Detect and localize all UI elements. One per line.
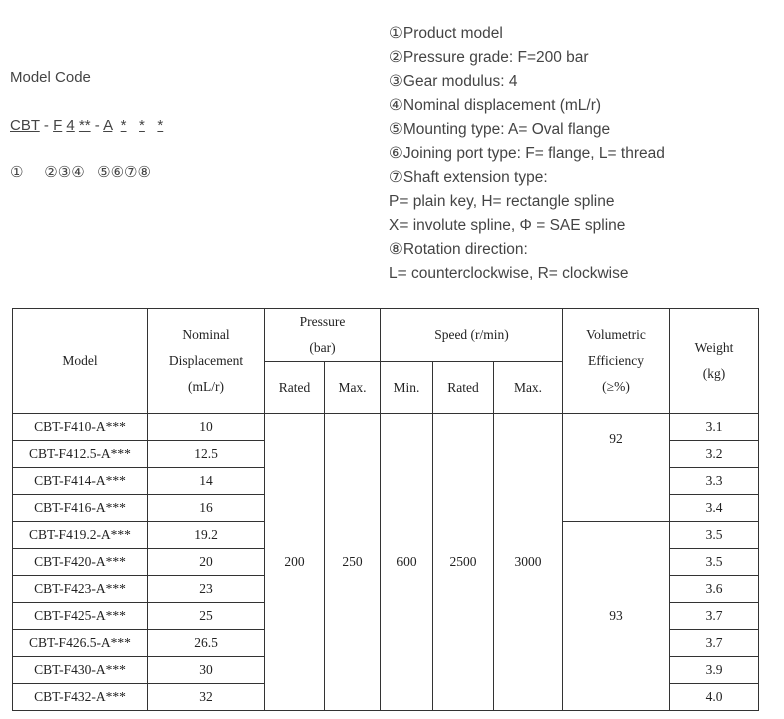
model-code-title: Model Code <box>10 69 91 86</box>
cell-weight: 3.6 <box>670 576 759 603</box>
header-pressure-max: Max. <box>325 362 381 414</box>
header-speed-min: Min. <box>381 362 433 414</box>
cell-displacement: 16 <box>148 495 265 522</box>
header-displacement <box>148 309 265 414</box>
legend-line: ⑦Shaft extension type: <box>389 169 548 186</box>
cell-displacement: 32 <box>148 684 265 711</box>
legend-line: ⑥Joining port type: F= flange, L= thread <box>389 145 665 162</box>
cell-speed-rated: 2500 <box>433 414 494 711</box>
cell-model: CBT-F432-A*** <box>13 684 148 711</box>
cell-displacement: 19.2 <box>148 522 265 549</box>
code-part-rotation: * <box>157 117 164 134</box>
header-displacement-line: Displacement <box>168 353 244 368</box>
cell-model: CBT-F426.5-A*** <box>13 630 148 657</box>
header-model: Model <box>13 309 148 414</box>
code-part-port: * <box>120 117 127 134</box>
model-code-numbers <box>10 163 151 181</box>
cell-weight: 3.5 <box>670 549 759 576</box>
cell-model: CBT-F420-A*** <box>13 549 148 576</box>
cell-weight: 3.4 <box>670 495 759 522</box>
table-row <box>13 414 759 441</box>
legend-line: ⑧Rotation direction: <box>389 241 528 258</box>
cell-weight: 3.7 <box>670 630 759 657</box>
code-part-modulus: 4 <box>66 117 75 134</box>
cell-displacement: 23 <box>148 576 265 603</box>
legend-line: X= involute spline, Φ = SAE spline <box>389 217 626 234</box>
header-efficiency-line: Volumetric <box>586 327 646 342</box>
cell-weight: 3.2 <box>670 441 759 468</box>
legend-line: ②Pressure grade: F=200 bar <box>389 49 589 66</box>
code-number-1: ① <box>10 164 24 181</box>
code-sep: - <box>90 117 104 134</box>
cell-displacement: 20 <box>148 549 265 576</box>
cell-weight: 3.3 <box>670 468 759 495</box>
legend-line: P= plain key, H= rectangle spline <box>389 193 615 210</box>
header-efficiency <box>563 309 670 414</box>
header-speed-rated: Rated <box>433 362 494 414</box>
cell-pressure-rated: 200 <box>265 414 325 711</box>
legend-line: L= counterclockwise, R= clockwise <box>389 265 629 282</box>
legend-line: ③Gear modulus: 4 <box>389 73 518 90</box>
cell-model: CBT-F430-A*** <box>13 657 148 684</box>
code-part-mounting: A <box>103 117 113 134</box>
legend-line: ⑤Mounting type: A= Oval flange <box>389 121 611 138</box>
header-displacement-line: (mL/r) <box>188 379 224 394</box>
cell-model: CBT-F419.2-A*** <box>13 522 148 549</box>
cell-displacement: 30 <box>148 657 265 684</box>
header-pressure-line: (bar) <box>309 340 336 355</box>
code-part-pressure: F <box>53 117 63 134</box>
spec-table <box>12 308 759 711</box>
code-number-5-8: ⑤⑥⑦⑧ <box>97 164 151 181</box>
cell-displacement: 25 <box>148 603 265 630</box>
cell-weight: 3.1 <box>670 414 759 441</box>
code-space <box>112 117 120 134</box>
header-speed: Speed (r/min) <box>381 309 563 362</box>
cell-speed-min: 600 <box>381 414 433 711</box>
header-efficiency-line: Efficiency <box>588 353 644 368</box>
header-weight-line: (kg) <box>702 366 726 381</box>
code-number-2-4: ②③④ <box>44 164 85 181</box>
cell-speed-max: 3000 <box>494 414 563 711</box>
cell-efficiency-group2: 93 <box>563 522 670 711</box>
cell-model: CBT-F412.5-A*** <box>13 441 148 468</box>
code-space <box>145 117 158 134</box>
header-pressure-line: Pressure <box>299 314 346 329</box>
header-pressure-rated: Rated <box>265 362 325 414</box>
legend-line: ①Product model <box>389 25 503 42</box>
code-part-shaft: * <box>139 117 145 134</box>
cell-displacement: 10 <box>148 414 265 441</box>
header-displacement-line: Nominal <box>182 327 230 342</box>
header-weight <box>670 309 759 414</box>
cell-weight: 3.7 <box>670 603 759 630</box>
legend-line: ④Nominal displacement (mL/r) <box>389 97 602 114</box>
cell-displacement: 26.5 <box>148 630 265 657</box>
header-efficiency-line: (≥%) <box>602 379 630 394</box>
code-part-displacement: ** <box>78 117 91 134</box>
cell-model: CBT-F423-A*** <box>13 576 148 603</box>
code-part-product: CBT <box>10 117 40 134</box>
cell-weight: 3.9 <box>670 657 759 684</box>
code-space <box>127 117 140 134</box>
cell-displacement: 12.5 <box>148 441 265 468</box>
header-weight-line: Weight <box>694 340 734 355</box>
header-pressure <box>265 309 381 362</box>
model-code-string <box>10 117 163 134</box>
cell-model: CBT-F416-A*** <box>13 495 148 522</box>
cell-weight: 3.5 <box>670 522 759 549</box>
model-code-legend <box>389 22 665 286</box>
cell-model: CBT-F425-A*** <box>13 603 148 630</box>
cell-weight: 4.0 <box>670 684 759 711</box>
cell-pressure-max: 250 <box>325 414 381 711</box>
cell-model: CBT-F414-A*** <box>13 468 148 495</box>
header-speed-max: Max. <box>494 362 563 414</box>
code-sep: - <box>39 117 54 134</box>
cell-displacement: 14 <box>148 468 265 495</box>
cell-efficiency-group1: 92 <box>563 414 670 522</box>
cell-model: CBT-F410-A*** <box>13 414 148 441</box>
